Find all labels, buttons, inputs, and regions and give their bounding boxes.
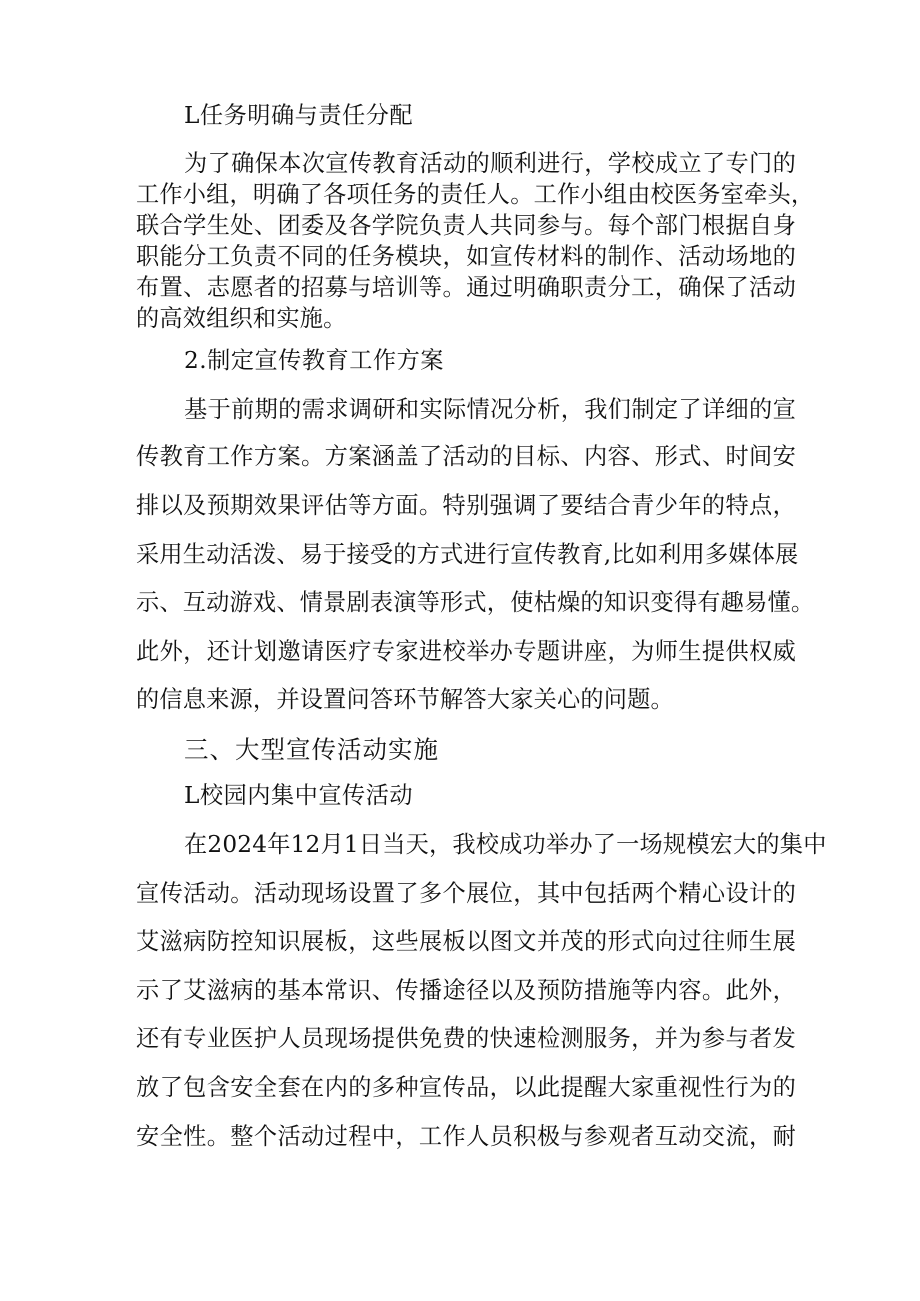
paragraph-line: 传教育工作方案。方案涵盖了活动的目标、内容、形式、时间安 [136,443,796,470]
paragraph-line: 艾滋病防控知识展板，这些展板以图文并茂的形式向过往师生展 [136,928,796,955]
paragraph-line: 安全性。整个活动过程中，工作人员积极与参观者互动交流，耐 [136,1123,796,1150]
paragraph-line: 职能分工负责不同的任务模块，如宣传材料的制作、活动场地的 [136,243,796,270]
paragraph-line: 排以及预期效果评估等方面。特别强调了要结合青少年的特点， [136,492,796,519]
paragraph-line: 的信息来源，并设置问答环节解答大家关心的问题。 [136,686,674,713]
paragraph-line: 示、互动游戏、情景剧表演等形式，使枯燥的知识变得有趣易懂。 [136,589,815,616]
section-title: 三、大型宣传活动实施 [184,735,439,764]
subheading-task-assignment: L任务明确与责任分配 [184,102,414,129]
paragraph-line: 示了艾滋病的基本常识、传播途径以及预防措施等内容。此外， [136,977,796,1004]
paragraph-line: 此外，还计划邀请医疗专家进校举办专题讲座，为师生提供权威 [136,638,796,665]
paragraph-line: 基于前期的需求调研和实际情况分析，我们制定了详细的宣 [184,396,796,423]
paragraph-line: 宣传活动。活动现场设置了多个展位，其中包括两个精心设计的 [136,880,796,907]
paragraph-line: 工作小组，明确了各项任务的责任人。工作小组由校医务室牵头， [136,181,815,208]
paragraph-line: 采用生动活泼、易于接受的方式进行宣传教育,比如利用多媒体展 [136,541,799,568]
paragraph-line: 布置、志愿者的招募与培训等。通过明确职责分工，确保了活动 [136,274,796,301]
subheading-campus-campaign: L校园内集中宣传活动 [184,782,414,809]
paragraph-line: 放了包含安全套在内的多种宣传品，以此提醒大家重视性行为的 [136,1074,796,1101]
paragraph-line: 联合学生处、团委及各学院负责人共同参与。每个部门根据自身 [136,212,796,239]
paragraph-line: 在2024年12月1日当天，我校成功举办了一场规模宏大的集中 [184,831,827,858]
paragraph-line: 为了确保本次宣传教育活动的顺利进行，学校成立了专门的 [184,150,796,177]
subheading-education-plan: 2.制定宣传教育工作方案 [184,347,444,374]
paragraph-line: 还有专业医护人员现场提供免费的快速检测服务，并为参与者发 [136,1025,796,1052]
paragraph-line: 的高效组织和实施。 [136,305,347,332]
